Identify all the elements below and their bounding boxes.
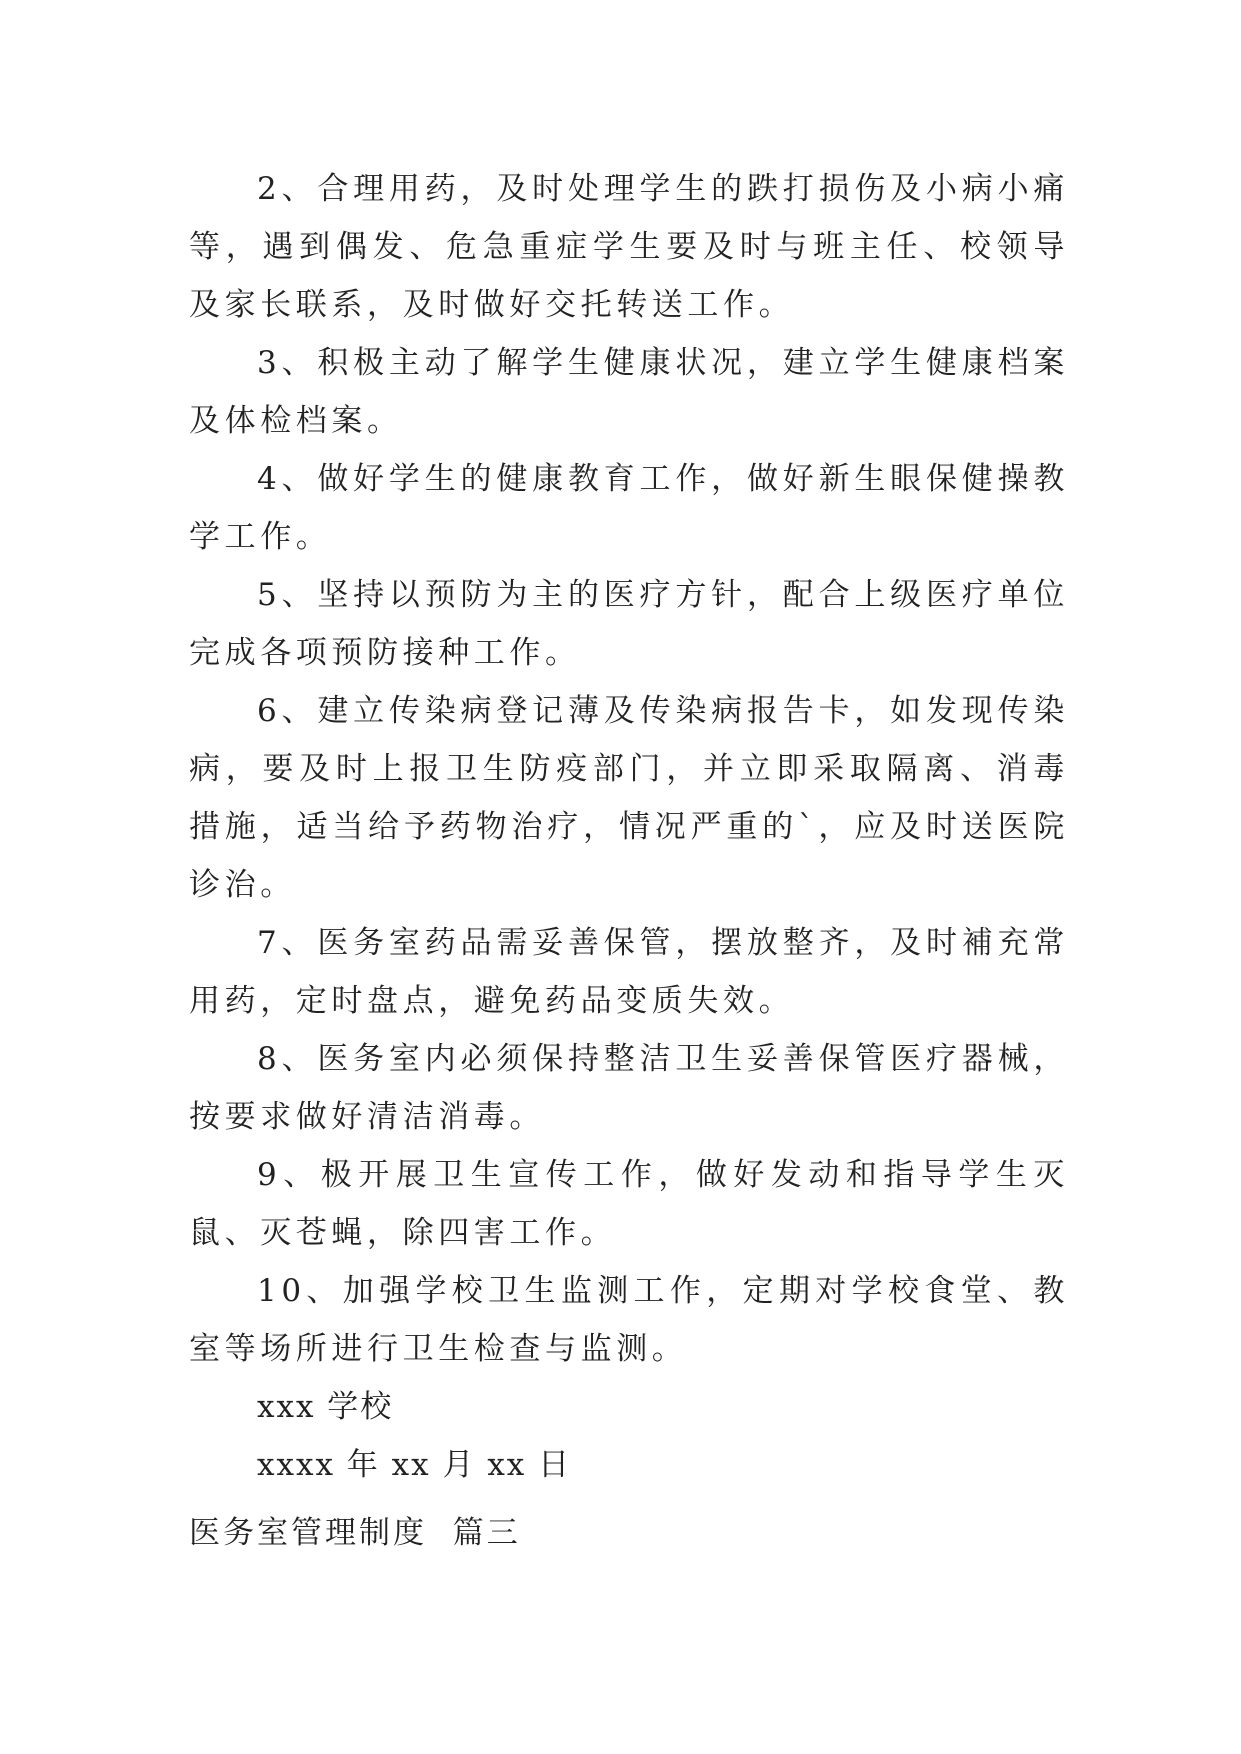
paragraph-item-7: 7、医务室药品需妥善保管，摆放整齐，及时補充常用药，定时盘点，避免药品变质失效。	[189, 925, 1069, 1019]
paragraph-item-9: 9、极开展卫生宣传工作，做好发动和指导学生灭鼠、灭苍蝇，除四害工作。	[189, 1157, 1069, 1251]
section-heading: 医务室管理制度 篇三	[189, 1515, 521, 1551]
paragraph-item-3: 3、积极主动了解学生健康状况，建立学生健康档案及体检档案。	[189, 345, 1069, 439]
paragraph-item-2: 2、合理用药，及时处理学生的跌打损伤及小病小痛等，遇到偶发、危急重症学生要及时与班主任、校领导及家长联系，及时做好交托转送工作。	[189, 171, 1069, 323]
signature-date: xxxx 年 xx 月 xx 日	[257, 1447, 572, 1483]
paragraph-item-8: 8、医务室内必须保持整洁卫生妥善保管医疗器械，按要求做好清洁消毒。	[189, 1041, 1069, 1135]
document-body	[189, 160, 1069, 1494]
signature-school: xxx 学校	[257, 1389, 394, 1425]
paragraph-item-10: 10、加强学校卫生监测工作，定期对学校食堂、教室等场所进行卫生检查与监测。	[189, 1273, 1069, 1367]
paragraph-item-6: 6、建立传染病登记薄及传染病报告卡，如发现传染病，要及时上报卫生防疫部门，并立即采取隔离、消毒措施，适当给予药物治疗，情况严重的`，应及时送医院诊治。	[189, 693, 1069, 903]
paragraph-item-4: 4、做好学生的健康教育工作，做好新生眼保健操教学工作。	[189, 461, 1069, 555]
paragraph-item-5: 5、坚持以预防为主的医疗方针，配合上级医疗单位完成各项预防接种工作。	[189, 577, 1069, 671]
